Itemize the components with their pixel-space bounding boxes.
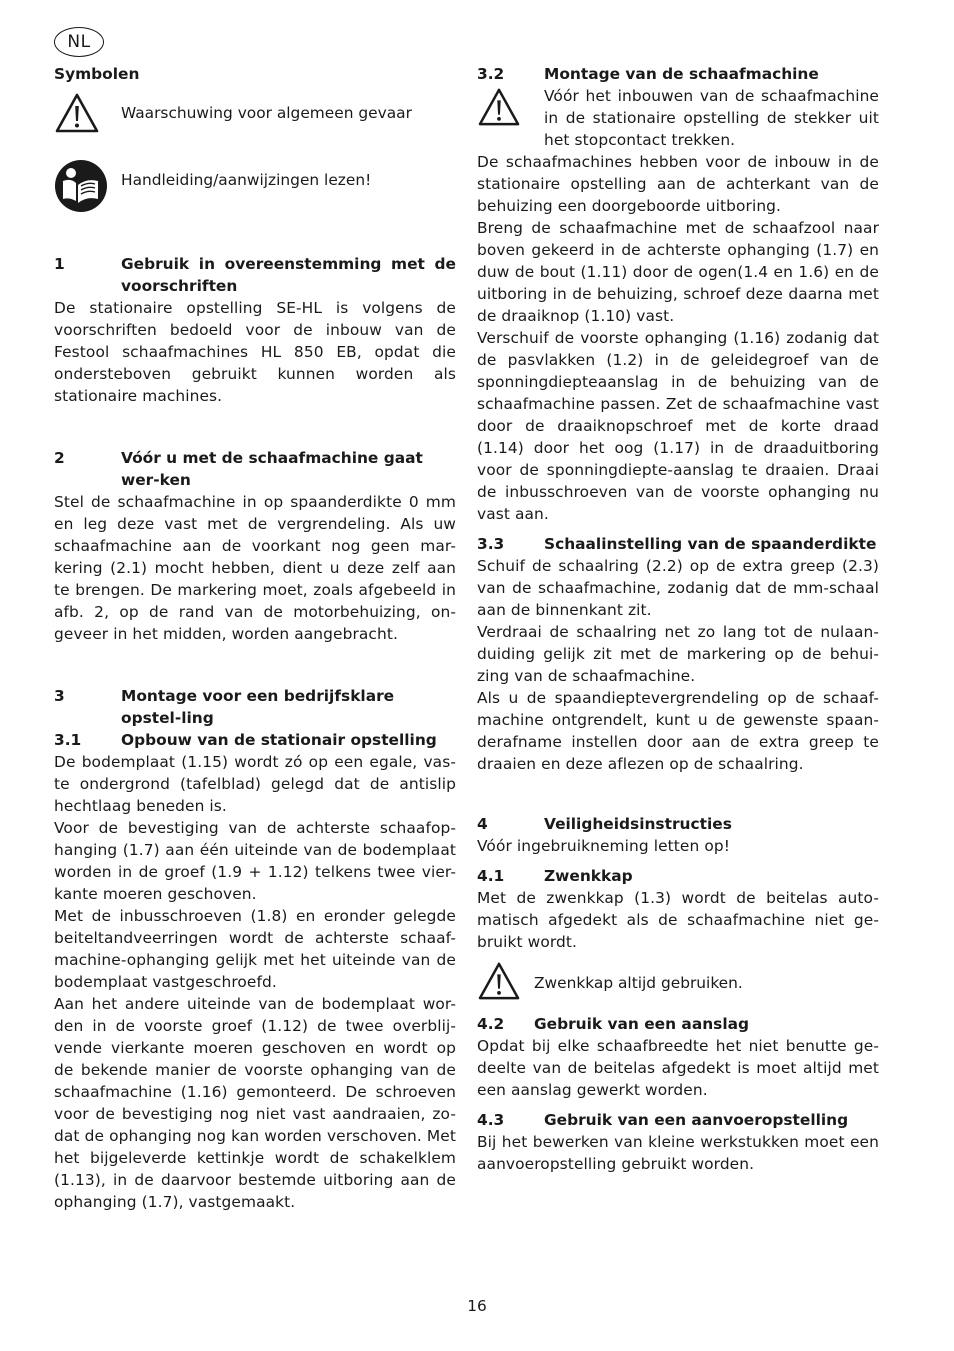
section-3-3-paragraph-2: Verdraai de schaalring net zo lang tot de nulaan-duiding gelijk zit met de markering op de behui-zing van de schaafmachine. — [477, 623, 879, 685]
section-1-text: De stationaire opstelling SE-HL is volgens de voorschriften bedoeld voor de inbouw van de Festool schaafmachines HL 850 EB, opdat die ondersteboven gebruikt kunnen worden als stationaire machines. — [54, 299, 456, 405]
section-3-1-paragraph-3: Met de inbusschroeven (1.8) en eronder gelegde beiteltandveerringen wordt de achterste schaaf-machine-ophanging gelijk met het uiteinde van de bodemplaat vastgeschroefd. — [54, 907, 456, 991]
section-3-2-paragraph-1: De schaafmachines hebben voor de inbouw in de stationaire opstelling aan de achterkant van de behuizing een doorgeboorde uitboring. — [477, 153, 879, 215]
section-3-1-heading: 3.1 Opbouw van de stationair opstelling — [54, 731, 437, 749]
section-4-2-heading: 4.2 Gebruik van een aanslag — [477, 1015, 749, 1033]
language-code: NL — [67, 32, 91, 52]
symbol-manual-row — [54, 159, 456, 217]
symbol-warning-label: Waarschuwing voor algemeen gevaar — [121, 104, 412, 122]
section-4-1-heading: 4.1 Zwenkkap — [477, 867, 633, 885]
section-3-heading: 3 Montage voor een bedrijfsklare opstel-ling — [54, 687, 395, 727]
symbols-heading: Symbolen — [54, 65, 140, 83]
section-3-1-paragraph-4: Aan het andere uiteinde van de bodemplaat wor-den in de voorste groef (1.12) de twee overblij-vende vierkante moeren geschoven en wordt op de bekende manier de voorste ophanging van de schaafmachine (1.16) gemonteerd. De schroeven voor de bevestiging nog niet vast aandraaien, zo-dat de ophanging nog kan worden verschoven. Met het bijgeleverde kettinkje wordt de schakelklem (1.13), in de daarvoor bestemde uitboring aan de ophanging (1.7), vastgemaakt. — [54, 995, 456, 1211]
symbol-manual-label: Handleiding/aanwijzingen lezen! — [121, 171, 372, 189]
section-4-text: Vóór ingebruikneming letten op! — [477, 837, 730, 855]
page-number: 16 — [467, 1297, 487, 1315]
section-3-3-heading: 3.3 Schaalinstelling van de spaanderdikte — [477, 535, 877, 553]
left-column — [54, 63, 456, 1213]
section-3-2-heading: 3.2 Montage van de schaafmachine — [477, 65, 819, 83]
section-4-heading: 4 Veiligheidsinstructies — [477, 815, 732, 833]
section-4-1-text: Met de zwenkkap (1.3) wordt de beitelas auto-matisch afgedekt als de schaafmachine niet ge-bruikt wordt. — [477, 889, 879, 951]
right-column — [477, 63, 879, 1175]
symbol-warning-row — [54, 92, 456, 138]
section-4-3-text: Bij het bewerken van kleine werkstukken moet een aanvoeropstelling gebruikt worden. — [477, 1133, 879, 1173]
section-1-heading: 1 Gebruik in overeenstemming met de voorschriften — [54, 255, 456, 295]
section-3-1-paragraph-2: Voor de bevestiging van de achterste schaafop-hanging (1.7) aan één uiteinde van de bodemplaat worden in de groef (1.9 + 1.12) telkens twee vier-kante moeren geschoven. — [54, 819, 456, 903]
section-4-2-text: Opdat bij elke schaafbreedte het niet benutte ge-deelte van de beitelas afgedekt is moet altijd met een aanslag gewerkt worden. — [477, 1037, 879, 1099]
section-3-3-paragraph-3: Als u de spaandieptevergrendeling op de schaaf-machine ontgrendelt, kunt u de gewenste spaan-derafname instellen door aan de extra greep te draaien en deze aflezen op de schaalring. — [477, 689, 879, 773]
section-4-1-warning — [477, 961, 879, 1005]
section-3-1-paragraph-1: De bodemplaat (1.15) wordt zó op een egale, vas-te ondergrond (tafelblad) gelegd dat de antislip hechtlaag beneden is. — [54, 753, 456, 815]
section-2-heading: 2 Vóór u met de schaafmachine gaat wer-ken — [54, 449, 423, 489]
language-badge — [54, 27, 104, 57]
section-3-2-paragraph-2: Breng de schaafmachine met de schaafzool naar boven gekeerd in de achterste ophanging (1.7) en duw de bout (1.11) door de ogen(1.4 en 1.6) en de uitboring in de behuizing, schroef deze daarna met de draaiknop (1.10) vast. — [477, 219, 879, 325]
section-3-2-warning — [477, 85, 879, 151]
section-3-2-warning-text: Vóór het inbouwen van de schaafmachine in de stationaire opstelling de stekker uit het stopcontact trekken. — [544, 87, 879, 149]
section-4-3-heading: 4.3 Gebruik van een aanvoeropstelling — [477, 1111, 849, 1129]
section-2-text: Stel de schaafmachine in op spaanderdikte 0 mm en leg deze vast met de vergrendeling. Als uw schaafmachine aan de voorkant nog geen mar-kering (2.1) mocht hebben, dient u deze zelf aan te brengen. De markering moet, zoals afgebeeld in afb. 2, op de rand van de motorbehuizing, on-geveer in het midden, worden aangebracht. — [54, 493, 456, 643]
read-manual-icon — [54, 159, 121, 217]
section-4-1-warning-text: Zwenkkap altijd gebruiken. — [534, 974, 743, 992]
section-3-2-paragraph-3: Verschuif de voorste ophanging (1.16) zodanig dat de pasvlakken (1.2) in de geleidegroef van de sponningdiepteaanslag in de behuizing van de schaafmachine passen. Zet de schaafmachine vast door de draaiknopschroef met de korte draad (1.14) door het oog (1.17) in de draaduitboring voor de sponningdiepte-aanslag te draaien. Draai de inbusschroeven van de voorste ophanging nu vast aan. — [477, 329, 879, 523]
warning-triangle-icon — [477, 85, 544, 131]
warning-triangle-icon — [54, 92, 121, 138]
warning-triangle-icon — [477, 961, 534, 1005]
section-3-3-paragraph-1: Schuif de schaalring (2.2) op de extra greep (2.3) van de schaafmachine, zodanig dat de mm-schaal aan de binnenkant zit. — [477, 557, 879, 619]
